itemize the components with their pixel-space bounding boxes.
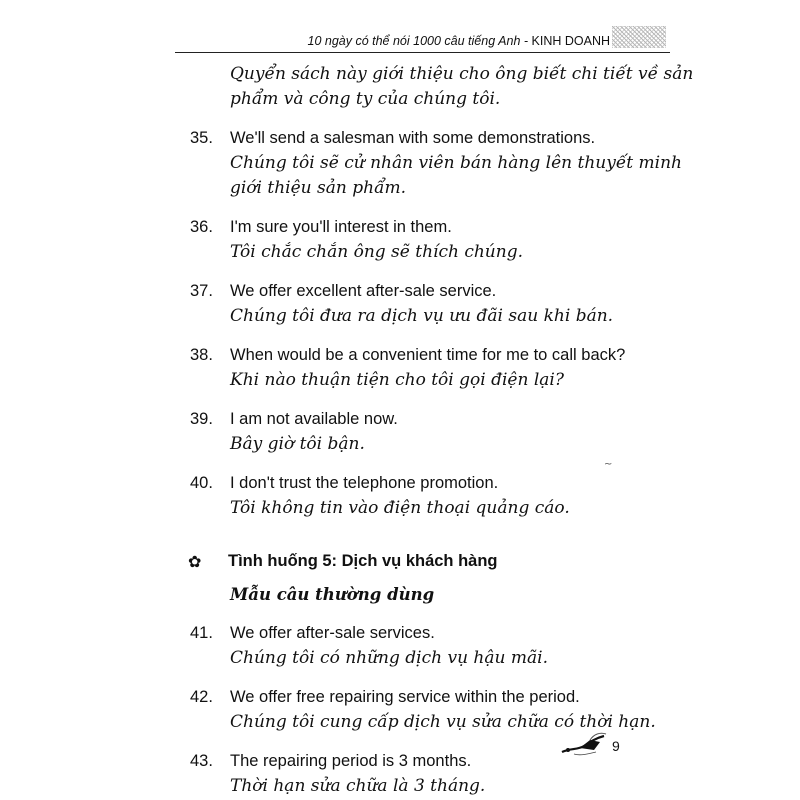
vietnamese-translation: Tôi chắc chắn ông sẽ thích chúng. bbox=[230, 242, 523, 262]
item-list-b bbox=[190, 621, 710, 799]
item-number: 38. bbox=[190, 346, 213, 364]
header-title bbox=[308, 34, 611, 48]
vietnamese-translation: Chúng tôi có những dịch vụ hậu mãi. bbox=[230, 648, 548, 668]
vietnamese-translation: Bây giờ tôi bận. bbox=[230, 434, 365, 454]
page-number: 9 bbox=[612, 738, 620, 754]
item-number: 43. bbox=[190, 752, 213, 770]
english-sentence: We offer free repairing service within the period. bbox=[230, 688, 580, 706]
list-item bbox=[190, 471, 710, 521]
flower-bullet-icon: ✿ bbox=[188, 552, 202, 571]
quill-pen-icon bbox=[560, 730, 612, 760]
vietnamese-translation: Khi nào thuận tiện cho tôi gọi điện lại? bbox=[230, 370, 564, 390]
vietnamese-translation: Tôi không tin vào điện thoại quảng cáo. bbox=[230, 498, 570, 518]
running-header bbox=[175, 22, 670, 53]
item-number: 39. bbox=[190, 410, 213, 428]
english-sentence: We offer after-sale services. bbox=[230, 624, 435, 642]
item-number: 35. bbox=[190, 129, 213, 147]
item-list-a bbox=[190, 126, 710, 521]
list-item bbox=[190, 279, 710, 329]
list-item bbox=[190, 407, 710, 457]
header-subtitle: KINH DOANH bbox=[531, 34, 610, 48]
english-sentence: The repairing period is 3 months. bbox=[230, 752, 472, 770]
english-sentence: I don't trust the telephone promotion. bbox=[230, 474, 499, 492]
page-body bbox=[190, 62, 710, 799]
stray-mark: ~ bbox=[604, 459, 613, 470]
section-title: Tình huống 5: Dịch vụ khách hàng bbox=[228, 552, 498, 570]
vietnamese-translation: Chúng tôi cung cấp dịch vụ sửa chữa có thời hạn. bbox=[230, 712, 656, 732]
item-number: 37. bbox=[190, 282, 213, 300]
intro-translation: Quyển sách này giới thiệu cho ông biết chi tiết về sản phẩm và công ty của chúng tôi. bbox=[230, 64, 694, 109]
english-sentence: I'm sure you'll interest in them. bbox=[230, 218, 452, 236]
list-item bbox=[190, 621, 710, 671]
vietnamese-translation: Chúng tôi sẽ cử nhân viên bán hàng lên thuyết minh giới thiệu sản phẩm. bbox=[230, 153, 682, 198]
english-sentence: We'll send a salesman with some demonstrations. bbox=[230, 129, 596, 147]
page-footer bbox=[560, 728, 640, 764]
item-number: 42. bbox=[190, 688, 213, 706]
section-heading bbox=[190, 549, 710, 574]
vietnamese-translation: Thời hạn sửa chữa là 3 tháng. bbox=[230, 776, 486, 796]
english-sentence: I am not available now. bbox=[230, 410, 398, 428]
english-sentence: When would be a convenient time for me to call back? bbox=[230, 346, 626, 364]
list-item bbox=[190, 343, 710, 393]
list-item bbox=[190, 215, 710, 265]
item-number: 41. bbox=[190, 624, 213, 642]
section-subheading: Mẫu câu thường dùng bbox=[230, 585, 435, 604]
item-number: 40. bbox=[190, 474, 213, 492]
item-number: 36. bbox=[190, 218, 213, 236]
list-item bbox=[190, 126, 710, 201]
header-book-title: 10 ngày có thể nói 1000 câu tiếng Anh - bbox=[307, 34, 532, 48]
vietnamese-translation: Chúng tôi đưa ra dịch vụ ưu đãi sau khi bán. bbox=[230, 306, 614, 326]
header-pattern-decoration bbox=[612, 26, 666, 48]
english-sentence: We offer excellent after-sale service. bbox=[230, 282, 497, 300]
